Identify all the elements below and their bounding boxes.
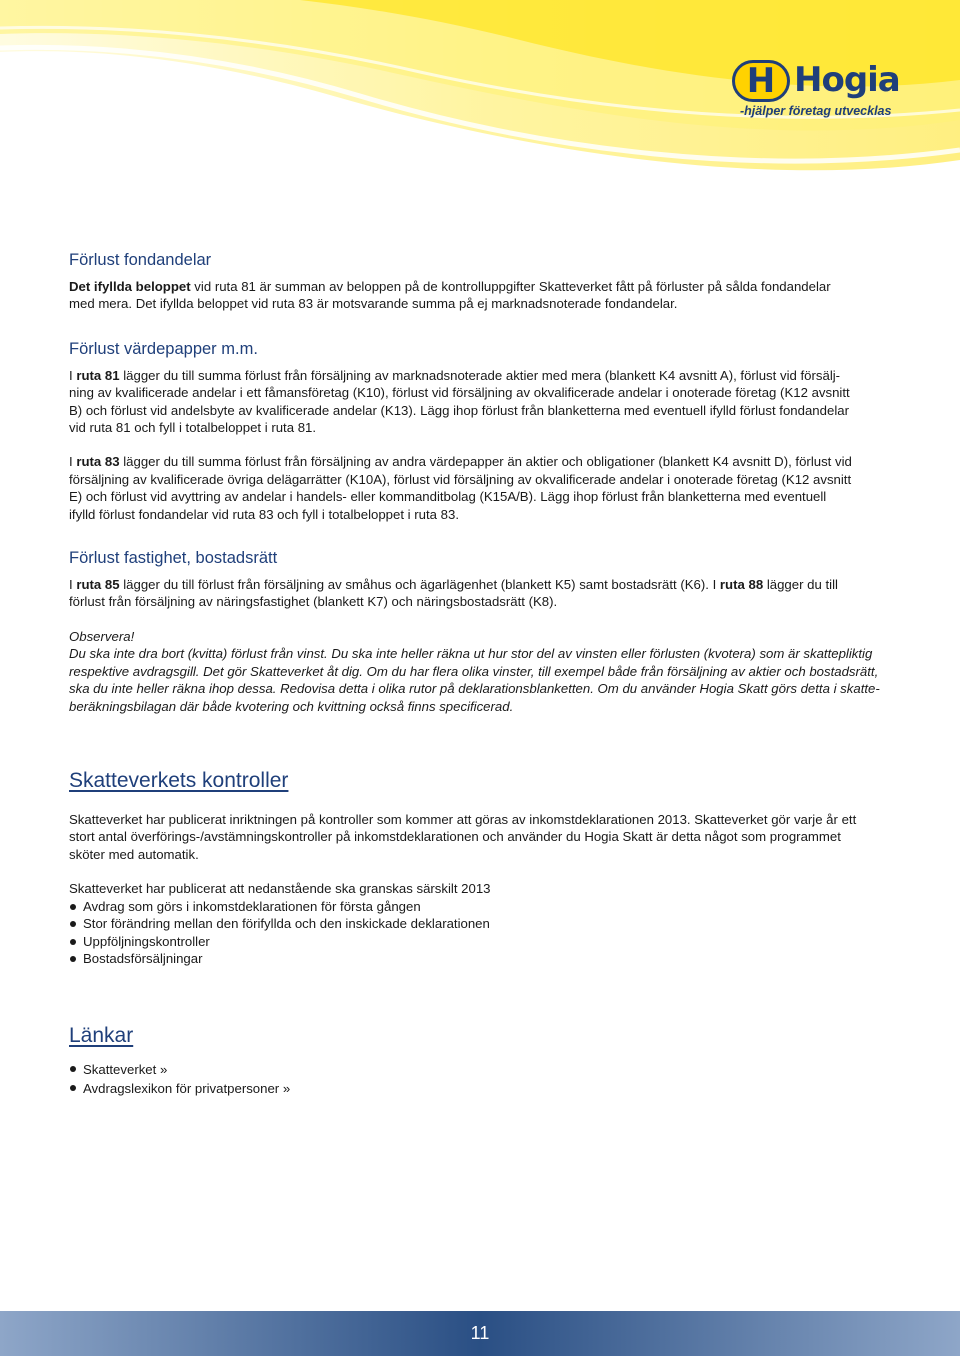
bold-text: Det ifyllda beloppet	[69, 279, 191, 294]
logo-tagline: -hjälper företag utvecklas	[740, 104, 892, 118]
list-item: Stor förändring mellan den förifyllda och den inskickade deklarationen	[69, 915, 899, 933]
list-item: Bostadsförsäljningar	[69, 950, 899, 968]
bold-text: ruta 85	[76, 577, 120, 593]
heading-forlust-fastighet: Förlust fastighet, bostadsrätt	[69, 549, 278, 568]
text: Du ska inte dra bort (kvitta) förlust från vinst. Du ska inte heller räkna ut hur stor del av vinsten eller förlusten (kvotera) som är skattepliktig	[69, 646, 873, 662]
text: I	[69, 577, 77, 593]
paragraph-ruta-81	[69, 367, 899, 437]
text: ifylld förlust fondandelar vid ruta 83 och fyll i totalbeloppet i ruta 83.	[69, 506, 459, 522]
text: försäljning av kvalificerade övriga delägarrätter (K10A), förlust vid försäljning av okvalificerade andelar i onoterade företag (K12 avsnitt	[69, 471, 852, 487]
bold-text: ruta 88	[719, 577, 764, 593]
text: I	[69, 454, 77, 470]
paragraph-kontroller	[69, 811, 899, 863]
hogia-logo	[732, 60, 902, 122]
logo-wordmark: Hogia	[794, 60, 900, 100]
text: E) och förlust vid avyttring av andelar i handels- eller kommanditbolag (K15A/B). Lägg ihop förlust från blanketterna med eventuell	[69, 489, 827, 505]
text: vid ruta 81 är summan av beloppen på de kontrolluppgifter Skatteverket fått på förluster på sålda fondandelar	[190, 279, 831, 294]
link-avdragslexikon[interactable]: Avdragslexikon för privatpersoner »	[69, 1079, 899, 1099]
text: Skatteverket har publicerat inriktningen på kontroller som kommer att göras av inkomstdeklarationen 2013. Skatteverket gör varje år ett	[69, 811, 857, 827]
text: lägger du till	[763, 577, 838, 593]
text: lägger du till summa förlust från försäljning av marknadsnoterade aktier med mera (blankett K4 avsnitt A), förlust vid försälj-	[119, 367, 841, 383]
paragraph-ruta-83	[69, 453, 899, 523]
text: ska du inte heller räkna ihop dessa. Redovisa detta i olika rutor på deklarationsblanketten. Om du använder Hogia Skatt görs detta i skatte-	[69, 681, 880, 697]
text: respektive avdragsgill. Det gör Skatteverket åt dig. Om du har flera olika vinster, till exempel både från försäljning av aktier och bostadsrätt,	[69, 663, 879, 679]
bold-text: ruta 83	[76, 454, 120, 470]
list-item: Avdrag som görs i inkomstdeklarationen för första gången	[69, 898, 899, 916]
list-intro: Skatteverket har publicerat att nedanstående ska granskas särskilt 2013	[69, 881, 491, 897]
link-skatteverket[interactable]: Skatteverket »	[69, 1060, 899, 1080]
text: lägger du till förlust från försäljning av småhus och ägarlägenhet (blankett K5) samt bostadsrätt (K6). I	[119, 577, 720, 593]
text: lägger du till summa förlust från försäljning av andra värdepapper än aktier och obligationer (blankett K4 avsnitt D), förlust vid	[119, 454, 852, 470]
text: vid ruta 81 och fyll i totalbeloppet i ruta 81.	[69, 420, 317, 436]
text: I	[69, 367, 77, 383]
text: med mera. Det ifyllda beloppet vid ruta 83 är motsvarande summa på ej marknadsnoterade fondandelar.	[69, 296, 678, 312]
text: B) och förlust vid andelsbyte av kvalificerade andelar (K13). Lägg ihop förlust från blanketterna med eventuell ifylld förlust fondandelar	[69, 402, 849, 418]
text: stort antal överförings-/avstämningskontroller på inkomstdeklarationen och använder du Hogia Skatt är detta något som programmet	[69, 829, 841, 845]
heading-forlust-vardepapper: Förlust värdepapper m.m.	[69, 339, 258, 358]
list-item: Uppföljningskontroller	[69, 933, 899, 951]
logo-h-badge	[732, 60, 790, 102]
page-content	[69, 248, 899, 1099]
heading-lankar: Länkar	[69, 1023, 134, 1047]
granskning-list	[69, 898, 899, 968]
links-list	[69, 1060, 899, 1099]
text: beräkningsbilagan där både kvotering och kvittning också finns specificerad.	[69, 698, 514, 714]
heading-skatteverkets-kontroller: Skatteverkets kontroller	[69, 768, 289, 792]
text: förlust från försäljning av näringsfastighet (blankett K7) och näringsbostadsrätt (K8).	[69, 594, 558, 610]
paragraph-ruta-85-88	[69, 576, 899, 611]
text: ning av kvalificerade andelar i ett fåmansföretag (K10), förlust vid försäljning av okvalificerade andelar i onoterade företag (K12 avsnitt	[69, 385, 850, 401]
paragraph-fondandelar	[69, 278, 899, 313]
observera-heading: Observera!	[69, 628, 135, 644]
logo-letter: H	[746, 61, 776, 101]
page-number: 11	[470, 1323, 490, 1343]
observera-note	[69, 628, 899, 715]
observera-text	[69, 645, 899, 715]
text: sköter med automatik.	[69, 846, 199, 862]
heading-forlust-fondandelar: Förlust fondandelar	[69, 251, 212, 269]
bold-text: ruta 81	[76, 367, 120, 383]
